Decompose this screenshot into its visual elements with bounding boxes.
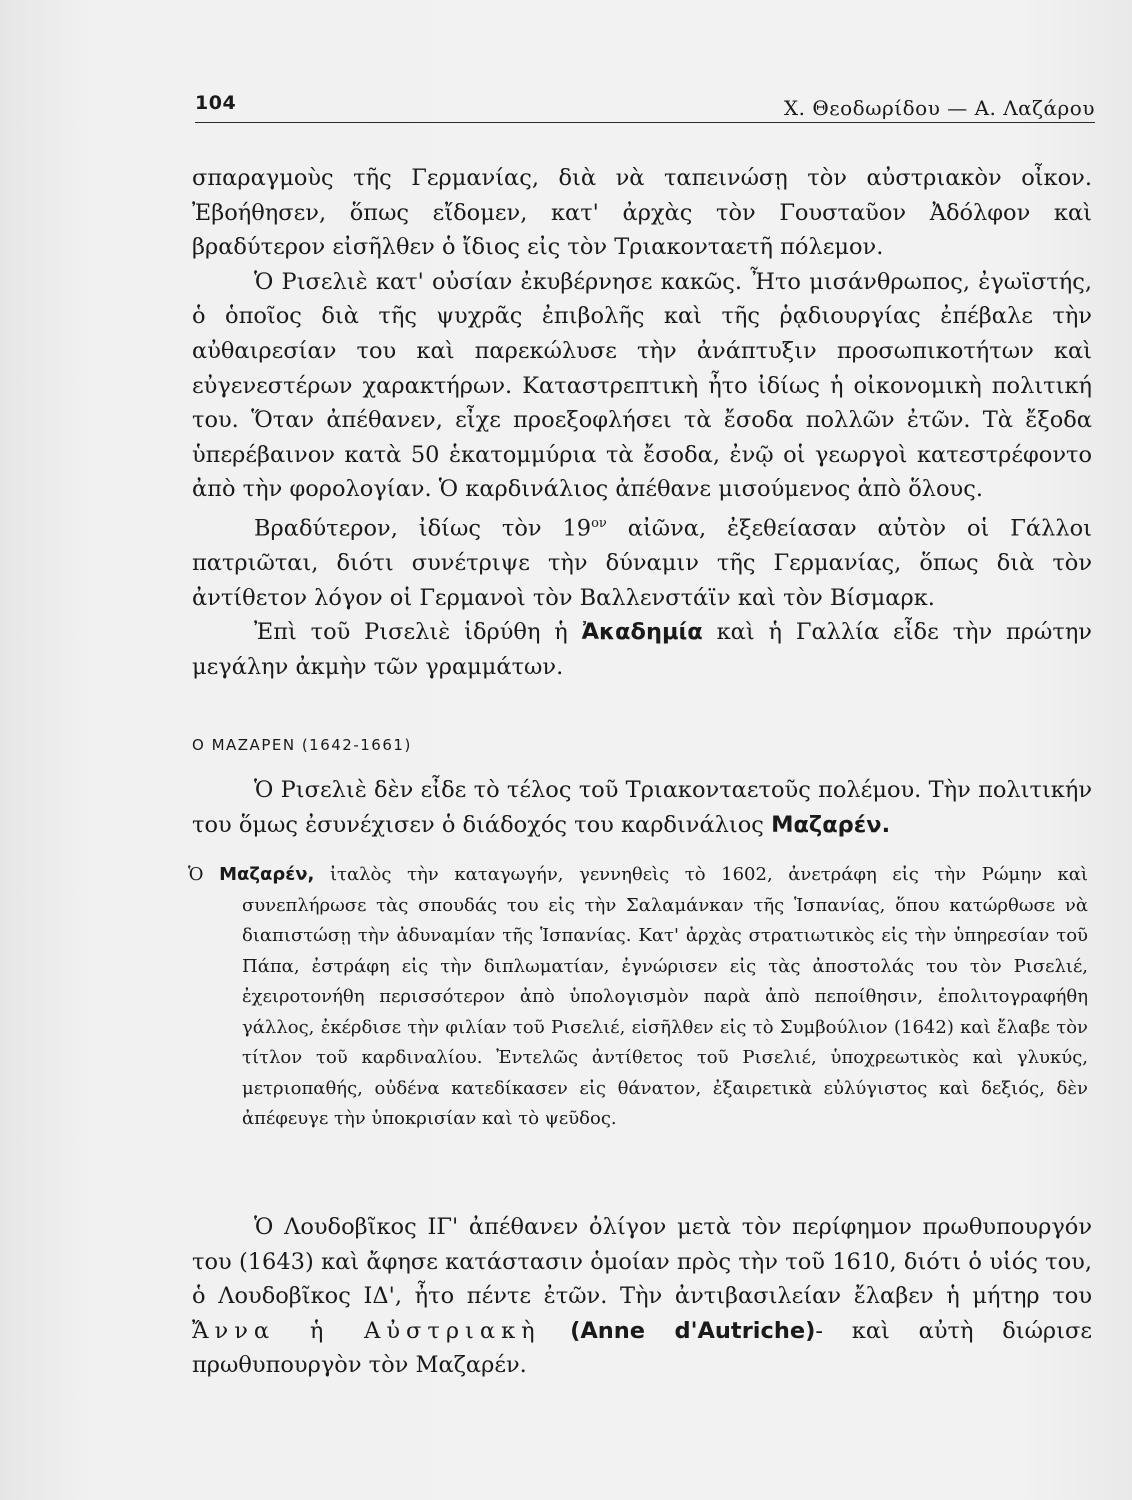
note-paragraph (188, 860, 1088, 1135)
paragraph-text: - καὶ αὐτὴ διώρισε πρωθυπουργὸν τὸν Μαζαρέν. (192, 1317, 1092, 1379)
body-block-1 (192, 161, 1092, 684)
page-number: 104 (195, 92, 237, 114)
emphasis-anne: Ἄννα ἡ Αὐστριακὴ (192, 1317, 541, 1344)
note-lead: Ὁ (188, 864, 220, 885)
paragraph-text: Ὁ Λουδοβῖκος ΙΓ' ἀπέθανεν ὀλίγον μετὰ τὸν περίφημον πρωθυπουργόν του (1643) καὶ ἄφησε κατάστασιν ὁμοίαν πρὸς τὴν τοῦ 1610, διότι ὁ υἱός του, ὁ Λουδοβῖκος ΙΔ', ἦτο πέντε ἐτῶν. Τὴν ἀντιβασιλείαν ἔλαβεν ἡ μήτηρ του (192, 1214, 1092, 1310)
superscript: ον (591, 515, 607, 531)
paragraph-text: καὶ ἡ Γαλλία εἶδε τὴν πρώτην μεγάλην ἀκμὴν τῶν γραμμάτων. (192, 619, 1092, 680)
biographical-note (188, 860, 1088, 1135)
running-head: Χ. Θεοδωρίδου — Α. Λαζάρου (783, 96, 1095, 120)
paragraph: σπαραγμοὺς τῆς Γερμανίας, διὰ νὰ ταπεινώσῃ τὸν αὐστριακὸν οἶκον. Ἐβοήθησεν, ὅπως εἴδομεν, κατ' ἀρχὰς τὸν Γουσταῦον Ἀδόλφον καὶ βραδύτερον εἰσῆλθεν ὁ ἴδιος εἰς τὸν Τριακονταετῆ πόλεμον. (192, 165, 1092, 261)
paragraph (192, 1210, 1092, 1383)
paragraph: Ὁ Ρισελιὲ κατ' οὐσίαν ἐκυβέρνησε κακῶς. Ἦτο μισάνθρωπος, ἐγωϊστής, ὁ ὁποῖος διὰ τῆς ψυχρᾶς ἐπιβολῆς καὶ τῆς ῥᾳδιουργίας ἐπέβαλε τὴν αὐθαιρεσίαν του καὶ παρεκώλυσε τὴν ἀνάπτυξιν προσωπικοτήτων καὶ εὐγενεστέρων χαρακτήρων. Καταστρεπτικὴ ἦτο ἰδίως ἡ οἰκονομικὴ πολιτική του. Ὅταν ἀπέθανεν, εἶχε προεξοφλήσει τὰ ἔσοδα πολλῶν ἐτῶν. Τὰ ἔξοδα ὑπερέβαινον κατὰ 50 ἑκατομμύρια τὰ ἔσοδα, ἐνῷ οἱ γεωργοὶ κατεστρέφοντο ἀπὸ τὴν φορολογίαν. Ὁ καρδινάλιος ἀπέθανε μισούμενος ἀπὸ ὅλους. (192, 268, 1092, 503)
paragraph (192, 773, 1092, 842)
paragraph-text: Ὁ Ρισελιὲ δὲν εἶδε τὸ τέλος τοῦ Τριακονταετοῦς πολέμου. Τὴν πολιτικήν του ὅμως ἐσυνέχισεν ὁ διάδοχός του καρδινάλιος (192, 777, 1092, 838)
body-block-2 (192, 773, 1092, 842)
paragraph (192, 615, 1092, 684)
paragraph-text: Ἐπὶ τοῦ Ρισελιὲ ἱδρύθη ἡ (254, 619, 582, 646)
emphasis-academy: Ἀκαδημία (581, 619, 703, 646)
section-heading: Ο ΜΑΖΑΡΕΝ (1642-1661) (192, 736, 412, 754)
latin-name: (Anne d'Autriche) (540, 1317, 816, 1344)
page-header (195, 88, 1095, 123)
paragraph (192, 507, 1092, 615)
body-block-3 (192, 1210, 1092, 1383)
note-text: ἰταλὸς τὴν καταγωγήν, γεννηθεὶς τὸ 1602, ἀνετράφη εἰς τὴν Ρώμην καὶ συνεπλήρωσε τὰς σπουδάς του εἰς τὴν Σαλαμάνκαν τῆς Ἱσπανίας, ὅπου κατώρθωσε νὰ διαπιστώσῃ τὴν ἀδυναμίαν τῆς Ἱσπανίας. Κατ' ἀρχὰς στρατιωτικὸς εἰς τὴν ὑπηρεσίαν τοῦ Πάπα, ἐστράφη εἰς τὴν διπλωματίαν, ἐγνώρισεν εἰς τὰς ἀποστολάς του τὸν Ρισελιέ, ἐχειροτονήθη περισσότερον ἀπὸ ὑπολογισμὸν παρὰ ἀπὸ πεποίθησιν, ἐπολιτογραφήθη γάλλος, ἐκέρδισε τὴν φιλίαν τοῦ Ρισελιέ, εἰσῆλθεν εἰς τὸ Συμβούλιον (1642) καὶ ἔλαβε τὸν τίτλον τοῦ καρδιναλίου. Ἐντελῶς ἀντίθετος τοῦ Ρισελιέ, ὑποχρεωτικὸς καὶ γλυκύς, μετριοπαθής, οὐδένα κατεδίκασεν εἰς θάνατον, ἐξαιρετικὰ εὐλύγιστος καὶ δεξιός, δὲν ἀπέφευγε τὴν ὑποκρισίαν καὶ τὸ ψεῦδος. (242, 864, 1088, 1129)
note-name: Μαζαρέν, (219, 864, 315, 885)
paragraph-text: αἰῶνα, ἐξεθείασαν αὐτὸν οἱ Γάλλοι πατριῶται, διότι συνέτριψε τὴν δύναμιν τῆς Γερμανίας, ὅπως διὰ τὸν ἀντίθετον λόγον οἱ Γερμανοὶ τὸν Βαλλενστάϊν καὶ τὸν Βίσμαρκ. (192, 515, 1092, 611)
paragraph-text: Βραδύτερον, ἰδίως τὸν 19 (254, 515, 592, 542)
emphasis-mazarin: Μαζαρέν. (771, 811, 891, 838)
